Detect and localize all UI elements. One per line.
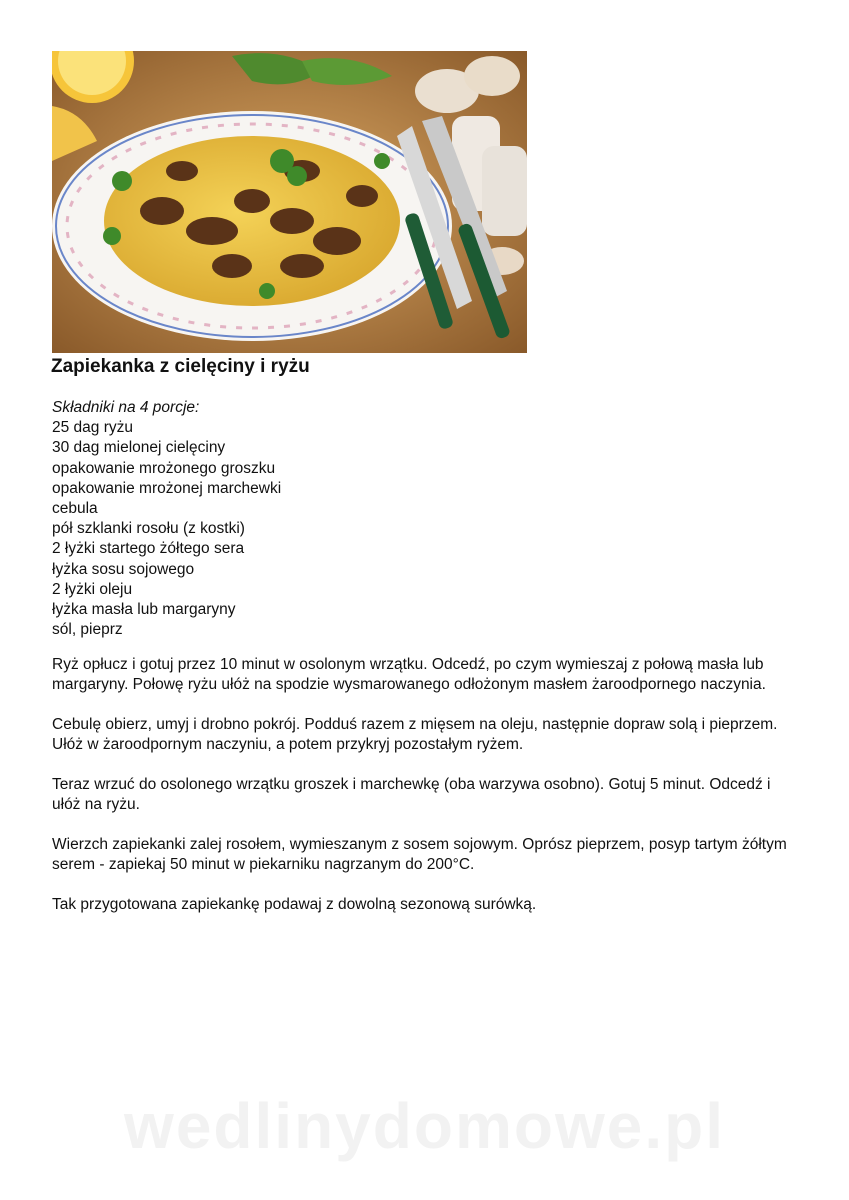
instruction-paragraph: Teraz wrzuć do osolonego wrzątku groszek i marchewkę (oba warzywa osobno). Gotuj 5 minut. Odcedź i ułóż na ryżu. (52, 776, 771, 813)
watermark: wedlinydomowe.pl (124, 1090, 725, 1162)
ingredient-item: 25 dag ryżu (52, 419, 133, 437)
ingredients-section (52, 398, 281, 640)
ingredients-header: Składniki na 4 porcje: (52, 399, 200, 416)
ingredient-item: opakowanie mrożonego groszku (52, 459, 276, 477)
ingredient-item: 2 łyżki oleju (52, 580, 133, 598)
ingredient-item: 30 dag mielonej cielęciny (52, 439, 226, 457)
ingredient-item: łyżka masła lub margaryny (52, 601, 236, 619)
instructions-section (52, 655, 797, 935)
instruction-paragraph: Tak przygotowana zapiekankę podawaj z dowolną sezonową surówką. (52, 896, 537, 913)
ingredient-item: pół szklanki rosołu (z kostki) (52, 520, 245, 538)
page-title: Zapiekanka z cielęciny i ryżu (51, 356, 310, 377)
instruction-paragraph: Wierzch zapiekanki zalej rosołem, wymieszanym z sosem sojowym. Oprósz pieprzem, posyp tartym żółtym serem - zapiekaj 50 minut w piekarniku nagrzanym do 200°C. (52, 836, 787, 873)
instruction-paragraph: Cebulę obierz, umyj i drobno pokrój. Podduś razem z mięsem na oleju, następnie dopraw solą i pieprzem. Ułóż w żaroodpornym naczyniu, a potem przykryj pozostałym ryżem. (52, 716, 778, 753)
ingredient-item: łyżka sosu sojowego (52, 560, 195, 578)
ingredient-list (52, 418, 281, 640)
ingredient-item: cebula (52, 500, 98, 518)
dish-photo (52, 51, 527, 353)
ingredient-item: opakowanie mrożonej marchewki (52, 479, 282, 497)
instruction-paragraph: Ryż opłucz i gotuj przez 10 minut w osolonym wrzątku. Odcedź, po czym wymieszaj z połową masła lub margaryny. Połowę ryżu ułóż na spodzie wysmarowanego odłożonym masłem żaroodpornego naczynia. (52, 656, 766, 693)
ingredient-item: sól, pieprz (52, 621, 123, 639)
ingredient-item: 2 łyżki startego żółtego sera (52, 540, 245, 558)
